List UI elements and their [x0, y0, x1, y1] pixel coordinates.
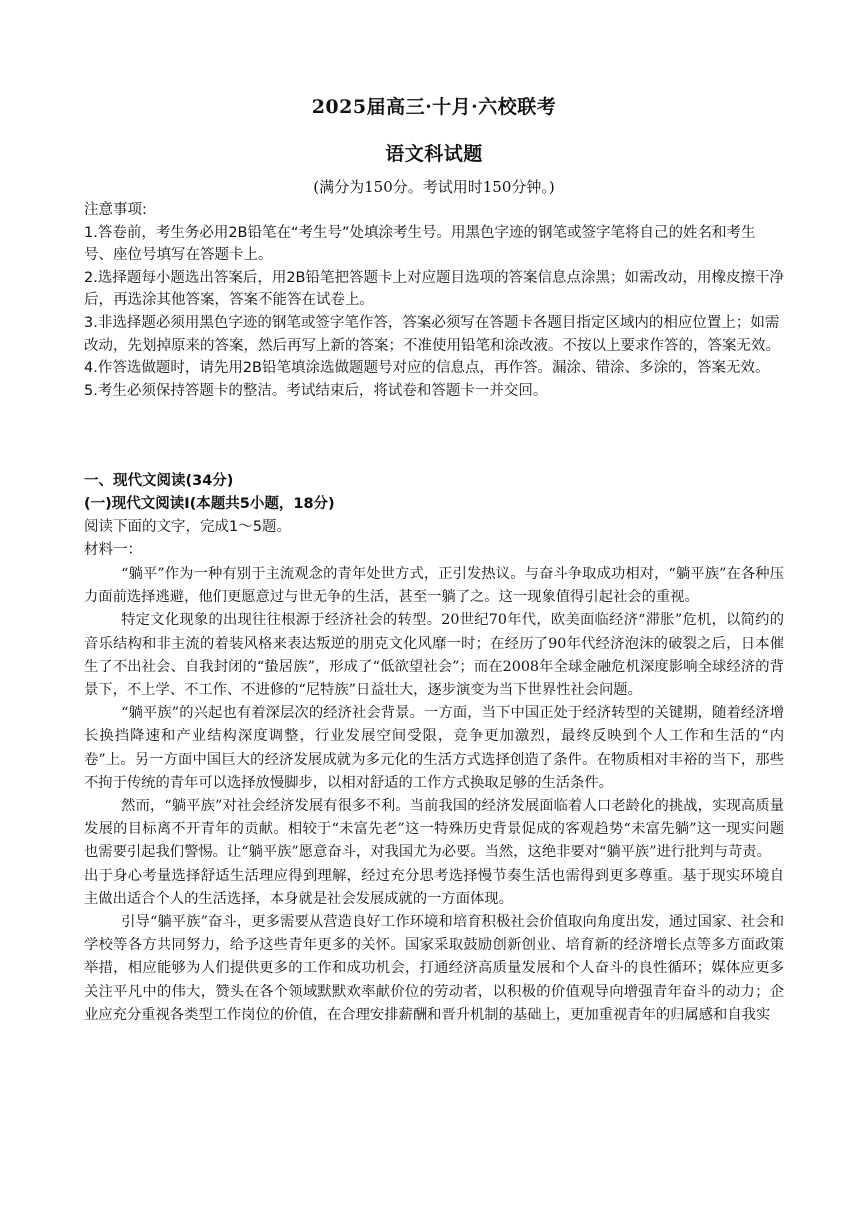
material-paragraph-1: “躺平”作为一种有别于主流观念的青年处世方式，正引发热议。与奋斗争取成功相对，“躺平族”在各种压力面前选择逃避，他们更愿意过与世无争的生活，甚至一躺了之。这一现象值得引起社会的重视。 — [84, 566, 784, 606]
exam-title: 2025届高三·十月·六校联考 — [311, 96, 557, 118]
material-paragraph-3: “躺平族”的兴起也有着深层次的经济社会背景。一方面，当下中国正处于经济转型的关键期，随着经济增长换挡降速和产业结构深度调整，行业发展空间受限，竞争更加激烈，最终反映到个人工作和生活的“内卷”上。另一方面中国巨大的经济发展成就为多元化的生活方式选择创造了条件。在物质相对丰裕的当下，那些不拘于传统的青年可以选择放慢脚步，以相对舒适的工作方式换取足够的生活条件。 — [84, 705, 784, 791]
material-text — [84, 563, 784, 1027]
reading-instruction: 阅读下面的文字，完成1～5题。 — [84, 519, 291, 535]
notes-heading: 注意事项: — [84, 202, 147, 218]
material-paragraph-5: 出于身心考量选择舒适生活理应得到理解，经过充分思考选择慢节奏生活也需得到更多尊重。基于现实环境自主做出适合个人的生活选择，本身就是社会发展成就的一方面体现。 — [84, 867, 784, 907]
note-item-3: 3.非选择题必须用黑色字迹的钢笔或签字笔作答，答案必须写在答题卡各题目指定区域内的相应位置上；如需改动，先划掉原来的答案，然后再写上新的答案；不准使用铅笔和涂改液。不按以上要求作答的，答案无效。 — [84, 314, 780, 354]
material-paragraph-4: 然而，“躺平族”对社会经济发展有很多不利。当前我国的经济发展面临着人口老龄化的挑战，实现高质量发展的目标离不开青年的贡献。相较于“未富先老”这一特殊历史背景促成的客观趋势“未富先躺”这一现实问题也需要引起我们警惕。让“躺平族”愿意奋斗，对我国尤为必要。当然，这绝非要对“躺平族”进行批判与苛责。 — [84, 798, 784, 861]
exam-duration-note: (满分为150分。考试用时150分钟。) — [313, 178, 555, 196]
part-title: 一、现代文阅读(34分) — [84, 473, 234, 489]
material-paragraph-2: 特定文化现象的出现往往根源于经济社会的转型。20世纪70年代，欧美面临经济“滞胀”危机，以简约的音乐结构和非主流的着装风格来表达叛逆的朋克文化风靡一时；在经历了90年代经济泡沫的破裂之后，日本催生了不出社会、自我封闭的“蛰居族”，形成了“低欲望社会”；而在2008年全球金融危机深度影响全球经济的背景下，不上学、不工作、不进修的“尼特族”日益壮大，逐步演变为当下世界性社会问题。 — [84, 612, 784, 699]
section-header — [84, 470, 784, 562]
notes-block — [84, 199, 784, 402]
note-item-4: 4.作答选做题时，请先用2B铅笔填涂选做题题号对应的信息点，再作答。漏涂、错涂、多涂的，答案无效。 — [84, 360, 770, 377]
material-paragraph-6: 引导“躺平族”奋斗，更多需要从营造良好工作环境和培育积极社会价值取向角度出发，通过国家、社会和学校等各方共同努力，给予这些青年更多的关怀。国家采取鼓励创新创业、培育新的经济增长点等多方面政策举措，相应能够为人们提供更多的工作和成功机会，打通经济高质量发展和个人奋斗的良性循环；媒体应更多关注平凡中的伟大，赞头在各个领域默默欢率献价位的劳动者，以积极的价值观导向增强青年奋斗的动力；企业应充分重视各类型工作岗位的价值，在合理安排薪酬和晋升机制的基础上，更加重视青年的归属感和自我实 — [84, 914, 784, 1023]
note-item-2: 2.选择题每小题选出答案后，用2B铅笔把答题卡上对应题目选项的答案信息点涂黑；如需改动，用橡皮擦干净后，再选涂其他答案，答案不能答在试卷上。 — [84, 269, 785, 309]
sub-section-title: (一)现代文阅读I(本题共5小题，18分) — [84, 496, 335, 512]
note-item-5: 5.考生必须保持答题卡的整洁。考试结束后，将试卷和答题卡一并交回。 — [84, 382, 548, 399]
material-label: 材料一： — [84, 542, 142, 558]
note-item-1: 1.答卷前，考生务必用2B铅笔在“考生号”处填涂考生号。用黑色字迹的钢笔或签字笔将自己的姓名和考生号、座位号填写在答题卡上。 — [84, 224, 756, 264]
subject-title: 语文科试题 — [385, 143, 483, 165]
